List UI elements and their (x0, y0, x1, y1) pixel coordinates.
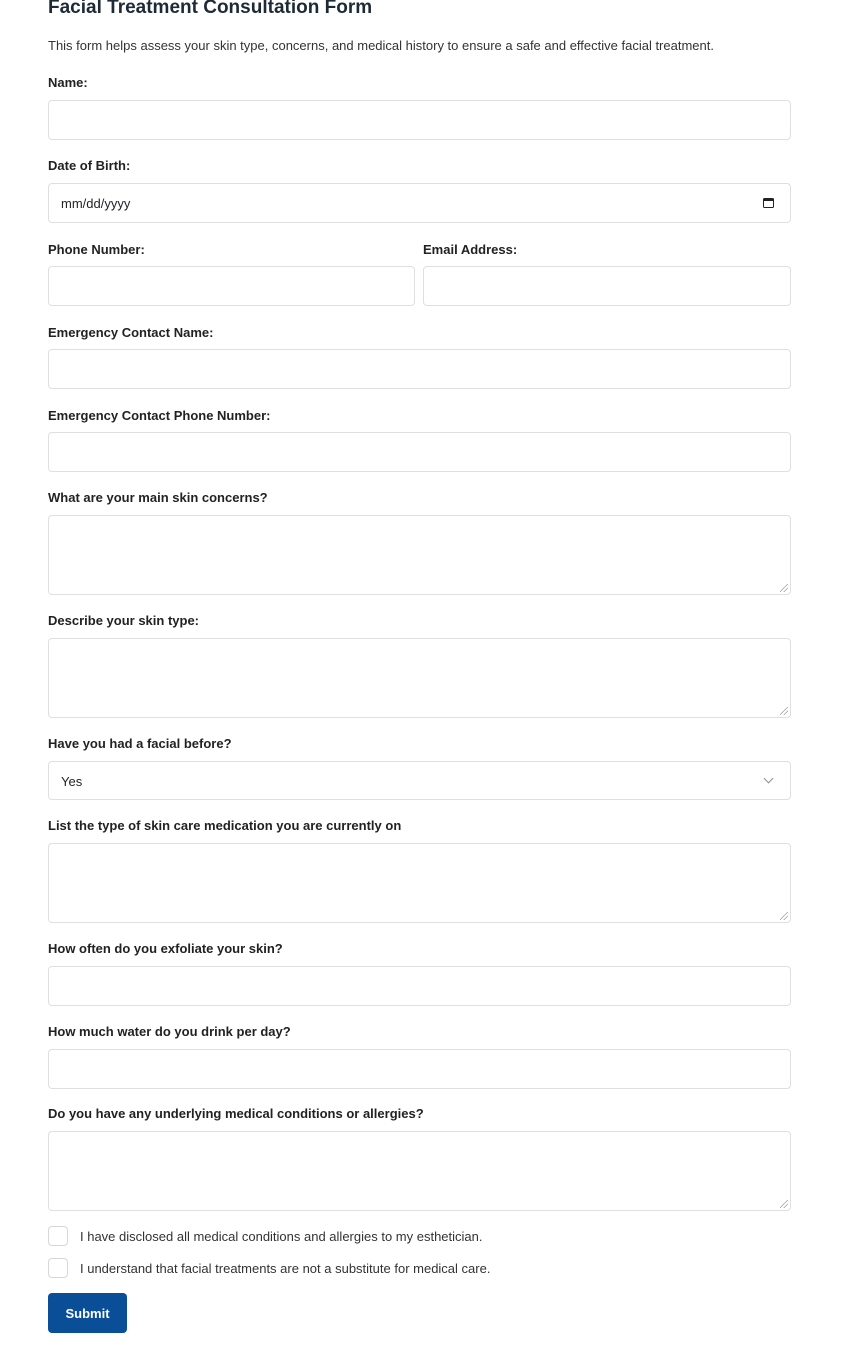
skin-type-textarea[interactable] (48, 638, 791, 718)
resize-handle-icon[interactable] (780, 1200, 788, 1208)
exfoliate-label: How often do you exfoliate your skin? (48, 941, 283, 956)
dob-input[interactable] (48, 183, 791, 223)
facial-before-select[interactable] (48, 761, 791, 800)
dob-placeholder: mm/dd/yyyy (61, 196, 131, 211)
phone-input[interactable] (48, 266, 415, 306)
form-description: This form helps assess your skin type, concerns, and medical history to ensure a safe and effective facial treatment. (48, 38, 714, 53)
skin-concerns-label: What are your main skin concerns? (48, 490, 268, 505)
disclosure-checkbox-row[interactable] (48, 1226, 483, 1246)
facial-before-label: Have you had a facial before? (48, 736, 232, 751)
water-input[interactable] (48, 1049, 791, 1089)
emergency-name-label: Emergency Contact Name: (48, 325, 214, 340)
disclosure-checkbox[interactable] (48, 1226, 68, 1246)
name-label: Name: (48, 75, 88, 90)
calendar-icon[interactable] (763, 198, 774, 208)
medication-textarea[interactable] (48, 843, 791, 923)
understanding-checkbox-label: I understand that facial treatments are not a substitute for medical care. (80, 1260, 491, 1276)
understanding-checkbox[interactable] (48, 1258, 68, 1278)
resize-handle-icon[interactable] (780, 912, 788, 920)
medical-conditions-label: Do you have any underlying medical conditions or allergies? (48, 1106, 424, 1121)
submit-button[interactable]: Submit (48, 1293, 127, 1333)
medication-label: List the type of skin care medication you are currently on (48, 818, 402, 833)
water-label: How much water do you drink per day? (48, 1024, 291, 1039)
skin-type-label: Describe your skin type: (48, 613, 199, 628)
resize-handle-icon[interactable] (780, 584, 788, 592)
form-title: Facial Treatment Consultation Form (48, 0, 373, 18)
emergency-phone-input[interactable] (48, 432, 791, 472)
phone-label: Phone Number: (48, 242, 145, 257)
skin-concerns-textarea[interactable] (48, 515, 791, 595)
dob-label: Date of Birth: (48, 158, 131, 173)
disclosure-checkbox-label: I have disclosed all medical conditions and allergies to my esthetician. (80, 1228, 483, 1244)
emergency-phone-label: Emergency Contact Phone Number: (48, 408, 271, 423)
emergency-name-input[interactable] (48, 349, 791, 389)
email-input[interactable] (423, 266, 791, 306)
email-label: Email Address: (423, 242, 518, 257)
resize-handle-icon[interactable] (780, 707, 788, 715)
name-input[interactable] (48, 100, 791, 140)
understanding-checkbox-row[interactable] (48, 1258, 490, 1278)
chevron-down-icon (764, 774, 774, 784)
facial-before-selected: Yes (61, 774, 83, 789)
exfoliate-input[interactable] (48, 966, 791, 1006)
medical-conditions-textarea[interactable] (48, 1131, 791, 1211)
